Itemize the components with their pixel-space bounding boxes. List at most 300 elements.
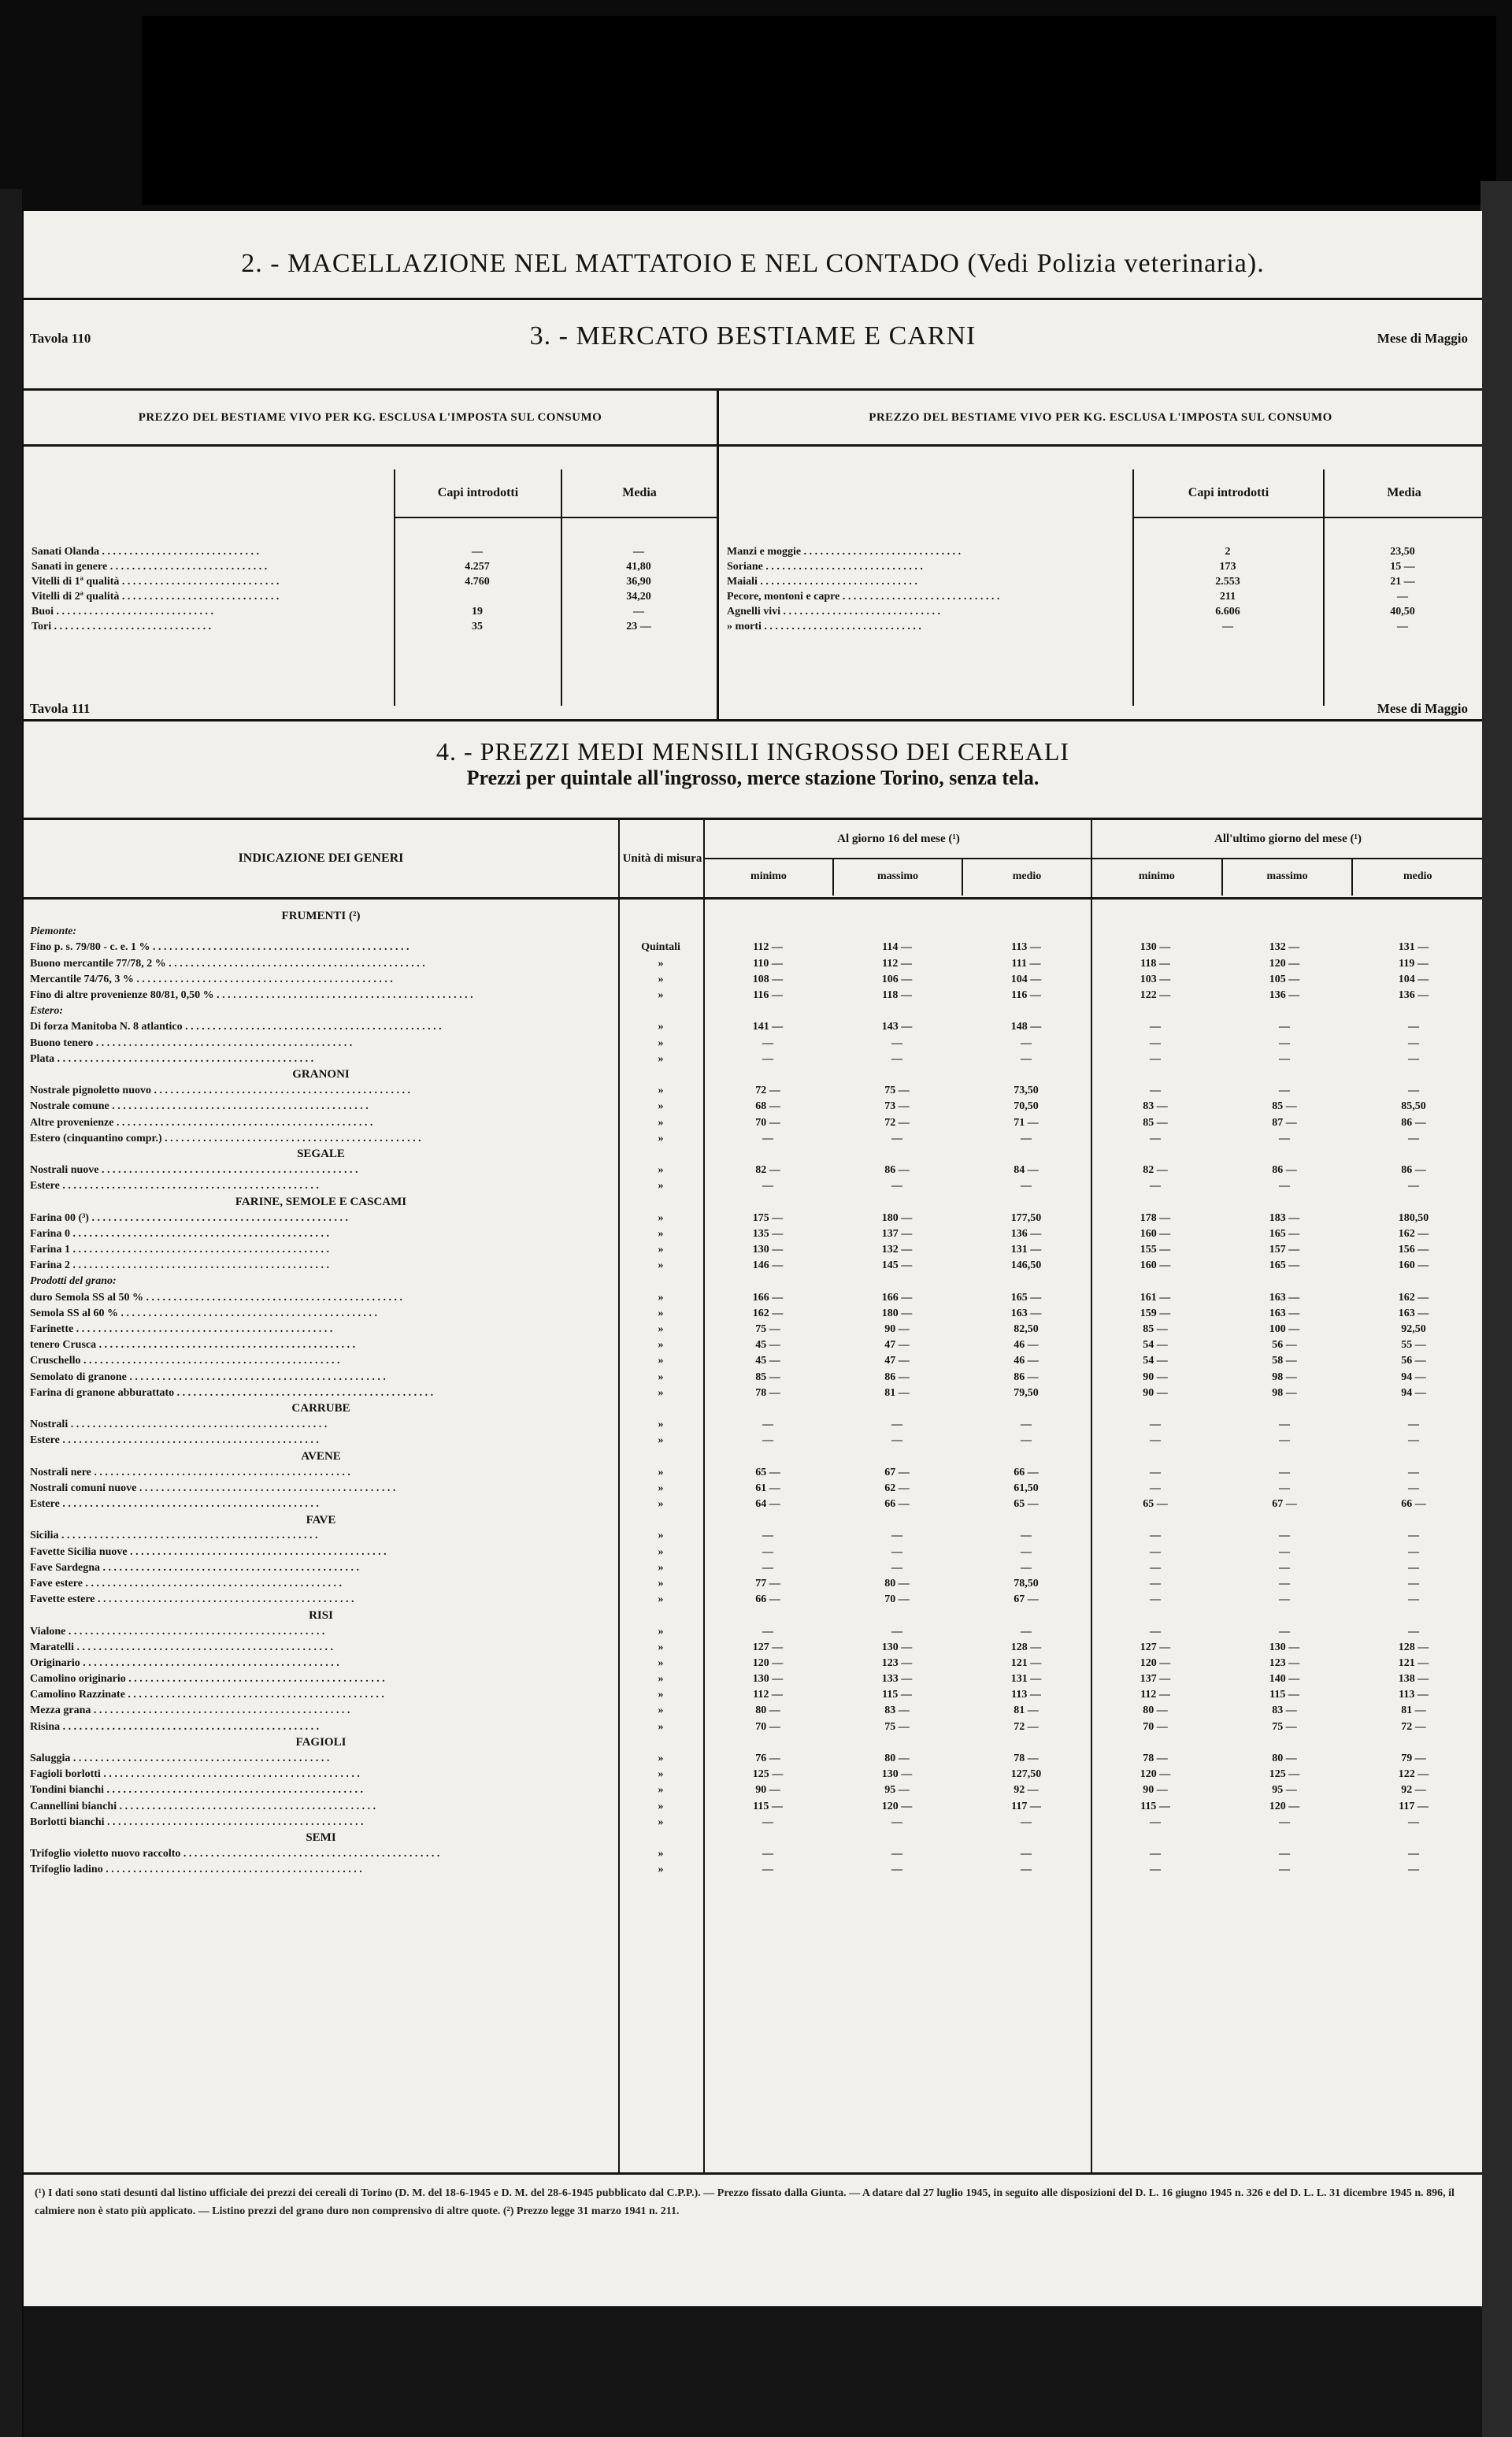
unit: » [658, 1673, 664, 1686]
price-value: 90 — [1143, 1371, 1168, 1383]
price-value: 58 — [1272, 1355, 1297, 1367]
price-value: 162 — [1398, 1291, 1429, 1304]
price-value: 65 — [1143, 1498, 1168, 1511]
unit: » [658, 1037, 664, 1049]
price-value: — [1021, 1530, 1032, 1542]
capi-value: 2 [1225, 545, 1231, 558]
livestock-table-left [24, 388, 719, 721]
scan-right-edge [1480, 181, 1512, 2437]
price-value: 45 — [755, 1355, 780, 1367]
livestock-row [727, 604, 1482, 619]
price-value: — [1150, 1848, 1161, 1860]
unit: » [658, 1244, 664, 1256]
table-row [24, 1306, 1482, 1322]
price-value: 76 — [755, 1753, 780, 1765]
price-value: 61,50 [1014, 1482, 1039, 1494]
price-value: — [1408, 1864, 1419, 1876]
price-value: — [891, 1625, 902, 1638]
unit: » [658, 1816, 664, 1828]
price-value: — [1408, 1021, 1419, 1033]
price-value: 160 — [1398, 1259, 1429, 1272]
price-value: 79 — [1401, 1753, 1426, 1765]
table-row [24, 1576, 1482, 1592]
price-value: 132 — [1269, 941, 1300, 954]
category-row [24, 908, 1482, 924]
price-value: 85 — [1143, 1322, 1168, 1335]
unit: » [658, 1466, 664, 1478]
price-value: 92,50 [1401, 1322, 1426, 1335]
livestock-label: Manzi e moggie . . . . . . . . . . . . . . . . . . . . . . . . . . . . . [727, 545, 962, 558]
category-row [24, 1401, 1482, 1417]
section-2-heading: 2. - MACELLAZIONE NEL MATTATOIO E NEL CONTADO (Vedi Polizia veterinaria). [241, 249, 1265, 278]
price-value: 95 — [1272, 1784, 1297, 1797]
price-value: 165 — [1010, 1291, 1042, 1304]
price-value: 103 — [1140, 973, 1171, 985]
price-value: 118 — [882, 989, 912, 1002]
category-row [24, 1735, 1482, 1751]
price-value: 146,50 [1010, 1259, 1042, 1272]
unit: » [658, 1386, 664, 1399]
price-value: — [1150, 1052, 1161, 1065]
table-110-label: Tavola 110 [30, 331, 91, 346]
livestock-label: Buoi . . . . . . . . . . . . . . . . . . . . . . . . . . . . . [32, 605, 214, 618]
price-value: 116 — [753, 989, 783, 1002]
price-value: 180 — [881, 1211, 913, 1224]
price-value: 148 — [1010, 1021, 1042, 1033]
price-value: 122 — [1398, 1768, 1429, 1781]
row-label: Di forza Manitoba N. 8 atlantico . . . . . . . . . . . . . . . . . . . . . . . . . . . . . . . . . . . . . . . . . . . . . . . [30, 1021, 442, 1033]
livestock-row [727, 559, 1482, 574]
unit: » [658, 1768, 664, 1781]
price-value: 113 — [1399, 1689, 1429, 1701]
row-label: Saluggia . . . . . . . . . . . . . . . . . . . . . . . . . . . . . . . . . . . . . . . . . . . . . . . [30, 1753, 330, 1765]
category-row [24, 1448, 1482, 1464]
row-label: Prodotti del grano: [30, 1275, 117, 1288]
price-value: — [891, 1180, 902, 1193]
price-value: 83 — [1143, 1100, 1168, 1113]
livestock-table-right [719, 388, 1482, 721]
row-label: Farinette . . . . . . . . . . . . . . . . . . . . . . . . . . . . . . . . . . . . . . . . . . . . . . . [30, 1322, 333, 1335]
table-row [24, 940, 1482, 955]
livestock-label: Agnelli vivi . . . . . . . . . . . . . . . . . . . . . . . . . . . . . [727, 605, 941, 618]
row-label: Trifoglio ladino . . . . . . . . . . . . . . . . . . . . . . . . . . . . . . . . . . . . . . . . . . . . . . . [30, 1864, 362, 1876]
price-value: — [1279, 1419, 1290, 1431]
table-row [24, 1528, 1482, 1544]
row-label: Mercantile 74/76, 3 % . . . . . . . . . . . . . . . . . . . . . . . . . . . . . . . . . . . . . . . . . . . . . . . [30, 973, 393, 985]
price-value: 117 — [1399, 1800, 1429, 1812]
price-value: — [1021, 1037, 1032, 1049]
price-value: 159 — [1140, 1307, 1171, 1319]
price-value: — [762, 1561, 773, 1574]
price-value: 180 — [881, 1307, 913, 1319]
livestock-row [32, 574, 717, 589]
row-label: Plata . . . . . . . . . . . . . . . . . . . . . . . . . . . . . . . . . . . . . . . . . . . . . . . [30, 1052, 314, 1065]
price-value: — [1279, 1021, 1290, 1033]
price-value: 79,50 [1014, 1386, 1039, 1399]
price-value: 163 — [1010, 1307, 1042, 1319]
price-value: 72 — [1401, 1720, 1426, 1733]
unit: » [658, 1593, 664, 1606]
table-row [24, 1036, 1482, 1052]
price-value: 72 — [1014, 1720, 1039, 1733]
table-row [24, 1846, 1482, 1862]
price-value: — [1279, 1561, 1290, 1574]
price-value: 61 — [755, 1482, 780, 1494]
media-value: — [633, 605, 644, 618]
price-value: 130 — [1269, 1641, 1300, 1653]
row-label: Nostrali nere . . . . . . . . . . . . . . . . . . . . . . . . . . . . . . . . . . . . . . . . . . . . . . . [30, 1466, 350, 1478]
price-value: 136 — [1010, 1227, 1042, 1240]
capi-value: 4.760 [465, 575, 490, 588]
price-value: — [1408, 1037, 1419, 1049]
unit: » [658, 1291, 664, 1304]
price-value: — [1150, 1021, 1161, 1033]
price-value: 155 — [1140, 1244, 1171, 1256]
price-value: — [1021, 1180, 1032, 1193]
price-value: 177,50 [1010, 1211, 1042, 1224]
row-label: Borlotti bianchi . . . . . . . . . . . . . . . . . . . . . . . . . . . . . . . . . . . . . . . . . . . . . . . [30, 1816, 364, 1828]
table-row [24, 1592, 1482, 1608]
unit: » [658, 1864, 664, 1876]
left-header: PREZZO DEL BESTIAME VIVO PER KG. ESCLUSA L'IMPOSTA SUL CONSUMO [24, 391, 717, 447]
price-value: — [891, 1132, 902, 1144]
subhead-minimo: minimo [703, 858, 832, 896]
price-value: 106 — [881, 973, 913, 985]
row-label: Camolino Razzinate . . . . . . . . . . . . . . . . . . . . . . . . . . . . . . . . . . . . . . . . . . . . . . . [30, 1689, 384, 1701]
table-row [24, 1083, 1482, 1099]
price-value: 125 — [1269, 1768, 1300, 1781]
price-value: — [1150, 1085, 1161, 1097]
price-value: — [1408, 1132, 1419, 1144]
media-value: — [1397, 620, 1408, 632]
price-value: — [762, 1530, 773, 1542]
table-row [24, 1815, 1482, 1831]
table-row [24, 1481, 1482, 1497]
row-label: AVENE [301, 1449, 341, 1463]
livestock-label: Vitelli di 1ª qualità . . . . . . . . . . . . . . . . . . . . . . . . . . . . . [32, 575, 280, 588]
price-value: 47 — [884, 1339, 910, 1352]
row-label: Farina 0 . . . . . . . . . . . . . . . . . . . . . . . . . . . . . . . . . . . . . . . . . . . . . . . [30, 1227, 329, 1240]
price-value: — [1279, 1132, 1290, 1144]
price-value: 143 — [881, 1021, 913, 1033]
category-row [24, 1608, 1482, 1623]
price-value: — [891, 1848, 902, 1860]
price-value: 136 — [1398, 989, 1429, 1002]
divider [24, 719, 1482, 721]
price-value: — [891, 1816, 902, 1828]
price-value: 115 — [1140, 1800, 1170, 1812]
price-value: 137 — [1140, 1673, 1171, 1686]
livestock-row [32, 619, 717, 634]
price-value: — [1150, 1864, 1161, 1876]
unit: » [658, 973, 664, 985]
media-value: 40,50 [1390, 605, 1415, 618]
row-label: Nostrali . . . . . . . . . . . . . . . . . . . . . . . . . . . . . . . . . . . . . . . . . . . . . . . [30, 1419, 328, 1431]
right-rows [727, 544, 1482, 634]
price-value: 90 — [755, 1784, 780, 1797]
price-value: 67 — [884, 1466, 910, 1478]
table-row [24, 1751, 1482, 1767]
row-label: Altre provenienze . . . . . . . . . . . . . . . . . . . . . . . . . . . . . . . . . . . . . . . . . . . . . . . [30, 1116, 373, 1129]
price-value: 85 — [1143, 1116, 1168, 1129]
table-row [24, 1703, 1482, 1719]
table-row [24, 1322, 1482, 1337]
col-media-right: Media [1323, 469, 1482, 518]
livestock-label: Soriane . . . . . . . . . . . . . . . . . . . . . . . . . . . . . [727, 560, 923, 573]
price-value: 112 — [1140, 1689, 1170, 1701]
price-value: 75 — [884, 1720, 910, 1733]
price-value: — [891, 1434, 902, 1447]
price-value: — [1021, 1132, 1032, 1144]
table-row [24, 1099, 1482, 1115]
price-value: — [1150, 1180, 1161, 1193]
price-value: 112 — [753, 941, 783, 954]
price-value: — [1279, 1482, 1290, 1494]
group-16: Al giorno 16 del mese (¹) [703, 820, 1092, 859]
price-value: — [762, 1625, 773, 1638]
cereals-table-body [24, 908, 1482, 1878]
price-value: 66 — [1401, 1498, 1426, 1511]
capi-value: 19 [472, 605, 483, 618]
media-value: 36,90 [626, 575, 651, 588]
row-label: Estere . . . . . . . . . . . . . . . . . . . . . . . . . . . . . . . . . . . . . . . . . . . . . . . [30, 1180, 319, 1193]
price-value: 166 — [881, 1291, 913, 1304]
price-value: — [891, 1545, 902, 1558]
livestock-row [727, 619, 1482, 634]
capi-value: 211 [1219, 590, 1236, 603]
price-value: 136 — [1269, 989, 1300, 1002]
price-value: — [1150, 1466, 1161, 1478]
price-value: 80 — [884, 1753, 910, 1765]
col-capi-left: Capi introdotti [394, 469, 561, 518]
price-value: 82 — [755, 1164, 780, 1177]
unit: » [658, 1641, 664, 1653]
price-value: 162 — [1398, 1227, 1429, 1240]
price-value: — [1150, 1593, 1161, 1606]
unit: » [658, 1498, 664, 1511]
table-row [24, 1115, 1482, 1130]
price-value: 73,50 [1014, 1085, 1039, 1097]
livestock-row [727, 544, 1482, 559]
price-value: 130 — [881, 1641, 913, 1653]
livestock-label: Vitelli di 2ª qualità . . . . . . . . . . . . . . . . . . . . . . . . . . . . . [32, 590, 280, 603]
price-value: 95 — [884, 1784, 910, 1797]
table-row [24, 1560, 1482, 1576]
scan-bottom-border [24, 2308, 1482, 2437]
table-row [24, 1163, 1482, 1178]
price-value: 141 — [752, 1021, 784, 1033]
price-value: 64 — [755, 1498, 780, 1511]
unit: » [658, 1211, 664, 1224]
price-value: 178 — [1140, 1211, 1171, 1224]
unit: » [658, 1545, 664, 1558]
price-value: — [1408, 1577, 1419, 1589]
price-value: 137 — [881, 1227, 913, 1240]
price-value: 123 — [1269, 1656, 1300, 1669]
divider [24, 298, 1482, 300]
table-row [24, 1274, 1482, 1289]
row-label: Cannellini bianchi . . . . . . . . . . . . . . . . . . . . . . . . . . . . . . . . . . . . . . . . . . . . . . . [30, 1800, 376, 1812]
price-value: — [1021, 1052, 1032, 1065]
price-value: — [1279, 1052, 1290, 1065]
price-value: — [762, 1864, 773, 1876]
livestock-label: Sanati Olanda . . . . . . . . . . . . . . . . . . . . . . . . . . . . . [32, 545, 259, 558]
media-value: 41,80 [626, 560, 651, 573]
table-row [24, 1211, 1482, 1226]
price-value: — [1408, 1482, 1419, 1494]
row-label: Favette Sicilia nuove . . . . . . . . . . . . . . . . . . . . . . . . . . . . . . . . . . . . . . . . . . . . . . . [30, 1545, 387, 1558]
price-value: 121 — [1398, 1656, 1429, 1669]
price-value: 104 — [1398, 973, 1429, 985]
price-value: 114 — [882, 941, 912, 954]
row-label: Buono mercantile 77/78, 2 % . . . . . . . . . . . . . . . . . . . . . . . . . . . . . . . . . . . . . . . . . . . . . . . [30, 957, 425, 970]
row-label: Semola SS al 60 % . . . . . . . . . . . . . . . . . . . . . . . . . . . . . . . . . . . . . . . . . . . . . . . [30, 1307, 378, 1319]
price-value: 130 — [881, 1768, 913, 1781]
category-row [24, 1147, 1482, 1163]
price-value: 135 — [752, 1227, 784, 1240]
price-value: 85 — [755, 1371, 780, 1383]
price-value: 117 — [1011, 1800, 1041, 1812]
document-page [24, 211, 1482, 2306]
livestock-row [32, 559, 717, 574]
price-value: 162 — [752, 1307, 784, 1319]
price-value: — [1408, 1085, 1419, 1097]
price-value: 110 — [753, 957, 783, 970]
category-row [24, 1831, 1482, 1846]
price-value: — [1279, 1180, 1290, 1193]
table-row [24, 988, 1482, 1003]
price-value: — [1408, 1419, 1419, 1431]
unit: » [658, 1482, 664, 1494]
price-value: — [762, 1052, 773, 1065]
unit: » [658, 1100, 664, 1113]
price-value: 85 — [1272, 1100, 1297, 1113]
price-value: 75 — [1272, 1720, 1297, 1733]
price-value: 86 — [1401, 1164, 1426, 1177]
row-label: SEMI [306, 1831, 336, 1845]
subhead-medio: medio [1351, 858, 1482, 896]
unit: » [658, 1720, 664, 1733]
price-value: — [1021, 1625, 1032, 1638]
row-label: Risina . . . . . . . . . . . . . . . . . . . . . . . . . . . . . . . . . . . . . . . . . . . . . . . [30, 1720, 320, 1733]
price-value: 54 — [1143, 1339, 1168, 1352]
price-value: — [1150, 1419, 1161, 1431]
price-value: 83 — [1272, 1704, 1297, 1717]
unit: » [658, 1052, 664, 1065]
price-value: 131 — [1010, 1244, 1042, 1256]
price-value: — [762, 1848, 773, 1860]
price-value: 90 — [1143, 1386, 1168, 1399]
row-label: Farina di granone abburattato . . . . . . . . . . . . . . . . . . . . . . . . . . . . . . . . . . . . . . . . . . . . . . . [30, 1386, 434, 1399]
price-value: — [891, 1530, 902, 1542]
table-110-month: Mese di Maggio [1377, 331, 1468, 346]
capi-value: 2.553 [1215, 575, 1240, 588]
row-label: Estere . . . . . . . . . . . . . . . . . . . . . . . . . . . . . . . . . . . . . . . . . . . . . . . [30, 1434, 319, 1447]
row-label: Mezza grana . . . . . . . . . . . . . . . . . . . . . . . . . . . . . . . . . . . . . . . . . . . . . . . [30, 1704, 350, 1717]
price-value: 82 — [1143, 1164, 1168, 1177]
price-value: — [1408, 1593, 1419, 1606]
price-value: — [1150, 1482, 1161, 1494]
cereals-table-header [24, 818, 1482, 900]
price-value: — [1021, 1561, 1032, 1574]
price-value: — [762, 1132, 773, 1144]
unit: » [658, 1227, 664, 1240]
unit: » [658, 1800, 664, 1812]
table-row [24, 1687, 1482, 1703]
section-3-title: 3. - MERCATO BESTIAME E CARNI [529, 321, 976, 351]
price-value: 146 — [752, 1259, 784, 1272]
livestock-label: Pecore, montoni e capre . . . . . . . . . . . . . . . . . . . . . . . . . . . . . [727, 590, 1000, 603]
price-value: 119 — [1399, 957, 1429, 970]
price-value: 90 — [1143, 1784, 1168, 1797]
price-value: 81 — [884, 1386, 910, 1399]
price-value: — [1279, 1545, 1290, 1558]
table-row [24, 1767, 1482, 1782]
scan-left-edge [0, 189, 22, 2437]
price-value: 123 — [881, 1656, 913, 1669]
row-label: CARRUBE [291, 1402, 350, 1415]
price-value: — [1408, 1816, 1419, 1828]
table-row [24, 1862, 1482, 1878]
price-value: — [891, 1864, 902, 1876]
col-indicazione: INDICAZIONE DEI GENERI [238, 851, 404, 865]
media-value: — [633, 545, 644, 558]
price-value: 86 — [1014, 1371, 1039, 1383]
price-value: 120 — [1269, 1800, 1300, 1812]
price-value: — [1279, 1816, 1290, 1828]
row-label: SEGALE [297, 1148, 345, 1161]
row-label: Farina 1 . . . . . . . . . . . . . . . . . . . . . . . . . . . . . . . . . . . . . . . . . . . . . . . [30, 1244, 329, 1256]
unit: » [658, 1434, 664, 1447]
media-value: — [1397, 590, 1408, 603]
unit: » [658, 1355, 664, 1367]
table-row [24, 1258, 1482, 1274]
unit: » [658, 1132, 664, 1144]
price-value: 78,50 [1014, 1577, 1039, 1589]
livestock-row [32, 589, 717, 604]
price-value: 75 — [884, 1085, 910, 1097]
table-111-month: Mese di Maggio [1377, 701, 1468, 716]
row-label: Buono tenero . . . . . . . . . . . . . . . . . . . . . . . . . . . . . . . . . . . . . . . . . . . . . . . [30, 1037, 353, 1049]
price-value: 120 — [1269, 957, 1300, 970]
table-row [24, 972, 1482, 988]
price-value: 113 — [1011, 1689, 1041, 1701]
price-value: 80 — [1143, 1704, 1168, 1717]
table-row [24, 1290, 1482, 1306]
price-value: — [1150, 1545, 1161, 1558]
price-value: — [762, 1037, 773, 1049]
price-value: — [1021, 1864, 1032, 1876]
table-row [24, 1671, 1482, 1687]
unit: » [658, 1625, 664, 1638]
price-value: 86 — [1401, 1116, 1426, 1129]
price-value: 72 — [884, 1116, 910, 1129]
price-value: 92 — [1401, 1784, 1426, 1797]
capi-value: 35 [472, 620, 483, 632]
price-value: 70 — [755, 1720, 780, 1733]
col-unita: Unità di misura [618, 820, 705, 897]
price-value: — [891, 1052, 902, 1065]
row-label: Farina 2 . . . . . . . . . . . . . . . . . . . . . . . . . . . . . . . . . . . . . . . . . . . . . . . [30, 1259, 329, 1272]
row-label: GRANONI [292, 1068, 350, 1081]
price-value: 86 — [884, 1371, 910, 1383]
unit: » [658, 957, 664, 970]
row-label: Nostrale pignoletto nuovo . . . . . . . . . . . . . . . . . . . . . . . . . . . . . . . . . . . . . . . . . . . . . . . [30, 1085, 410, 1097]
row-label: Estero: [30, 1005, 63, 1018]
table-row [24, 1019, 1482, 1035]
unit: » [658, 1164, 664, 1177]
media-value: 23 — [626, 620, 651, 632]
